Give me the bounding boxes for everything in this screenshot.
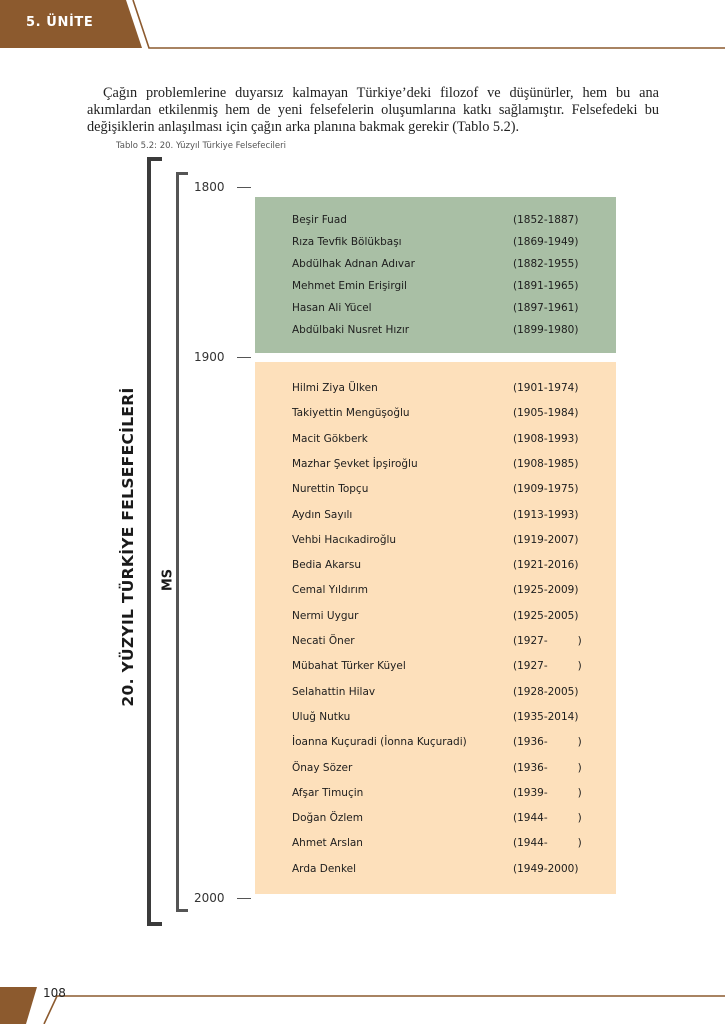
philosopher-name: Macit Gökberk (292, 432, 368, 445)
philosopher-row (255, 711, 616, 731)
philosopher-years: (1935-2014) (513, 710, 579, 723)
philosopher-years: (1949-2000) (513, 862, 579, 875)
era-label: MS (160, 568, 176, 592)
philosopher-row (255, 736, 616, 756)
philosopher-years: (1897-1961) (513, 302, 579, 314)
philosopher-name: Ahmet Arslan (292, 837, 363, 850)
philosopher-years: (1908-1993) (513, 432, 579, 445)
year-label-1900: 1900 (194, 350, 225, 364)
philosopher-row (255, 236, 616, 256)
footer-banner (0, 987, 725, 1024)
philosopher-years: (1908-1985) (513, 457, 579, 470)
philosopher-name: İoanna Kuçuradi (İonna Kuçuradi) (292, 736, 467, 749)
year-label-2000: 2000 (194, 891, 225, 905)
philosopher-years: (1869-1949) (513, 236, 579, 248)
philosopher-years: (1927- ) (513, 635, 582, 647)
philosopher-row (255, 483, 616, 503)
year-tick (237, 187, 251, 188)
philosopher-row (255, 258, 616, 278)
philosopher-name: Selahattin Hilav (292, 685, 376, 698)
philosopher-row (255, 559, 616, 579)
philosopher-years: (1928-2005) (513, 685, 579, 698)
unit-header-banner (0, 0, 725, 50)
philosopher-row (255, 635, 616, 655)
philosopher-row (255, 324, 616, 344)
unit-title: 5. ÜNİTE (26, 15, 94, 30)
philosopher-name: Mehmet Emin Erişirgil (292, 280, 407, 292)
intro-paragraph: Çağın problemlerine duyarsız kalmayan Türkiye’deki filozof ve düşünürler, hem bu ana akımlardan etkilenmiş hem de yeni felsefelerin oluşumlarına katkı sağlamıştır. Felsefedeki bu değişiklerin anlaşılması için çağın arka planına bakmak gerekir (Tablo 5.2). (87, 85, 659, 135)
philosopher-years: (1936- ) (513, 736, 582, 749)
philosopher-name: Aydın Sayılı (292, 508, 353, 521)
philosopher-years: (1944- ) (513, 837, 582, 850)
philosopher-row (255, 382, 616, 402)
philosopher-row (255, 509, 616, 529)
table-caption: Tablo 5.2: 20. Yüzyıl Türkiye Felsefecileri (116, 141, 287, 151)
philosopher-years: (1921-2016) (513, 559, 579, 572)
side-title: 20. YÜZYIL TÜRKİYE FELSEFECİLERİ (119, 387, 137, 707)
philosopher-row (255, 812, 616, 832)
philosopher-name: Necati Öner (292, 635, 355, 647)
philosopher-years: (1936- ) (513, 761, 582, 774)
philosopher-name: Vehbi Hacıkadiroğlu (292, 533, 397, 546)
philosopher-name: Abdülbaki Nusret Hızır (292, 324, 410, 336)
philosopher-row (255, 686, 616, 706)
philosopher-row (255, 610, 616, 630)
philosopher-years: (1925-2005) (513, 609, 579, 622)
philosopher-years: (1939- ) (513, 786, 582, 799)
page-number: 108 (43, 986, 66, 1000)
philosopher-name: Doğan Özlem (292, 812, 363, 825)
philosopher-name: Takiyettin Mengüşoğlu (292, 407, 410, 420)
philosopher-years: (1925-2009) (513, 584, 579, 597)
philosopher-name: Mübahat Türker Küyel (292, 660, 406, 673)
philosopher-name: Beşir Fuad (292, 214, 347, 226)
philosopher-row (255, 534, 616, 554)
philosopher-years: (1919-2007) (513, 533, 579, 546)
philosopher-row (255, 863, 616, 883)
philosopher-name: Nurettin Topçu (292, 483, 369, 496)
year-label-1800: 1800 (194, 180, 225, 194)
philosopher-row (255, 787, 616, 807)
philosopher-name: Önay Sözer (292, 761, 353, 774)
philosopher-row (255, 302, 616, 322)
philosopher-row (255, 660, 616, 680)
philosopher-row (255, 458, 616, 478)
philosopher-row (255, 837, 616, 857)
philosopher-name: Bedia Akarsu (292, 559, 361, 572)
philosopher-name: Afşar Timuçin (292, 786, 364, 799)
philosopher-years: (1944- ) (513, 812, 582, 825)
philosopher-years: (1891-1965) (513, 280, 579, 292)
philosopher-years: (1927- ) (513, 660, 582, 673)
philosophers-1900s-panel (255, 362, 616, 894)
philosopher-years: (1882-1955) (513, 258, 579, 270)
philosopher-name: Rıza Tevfik Bölükbaşı (292, 236, 402, 248)
philosopher-name: Nermi Uygur (292, 609, 359, 622)
philosopher-row (255, 762, 616, 782)
philosopher-years: (1905-1984) (513, 407, 579, 420)
philosopher-years: (1899-1980) (513, 324, 579, 336)
philosopher-years: (1852-1887) (513, 214, 579, 226)
philosopher-name: Arda Denkel (292, 862, 357, 875)
philosopher-name: Abdülhak Adnan Adıvar (292, 258, 415, 270)
philosopher-name: Mazhar Şevket İpşiroğlu (292, 457, 418, 470)
philosophers-1800s-panel (255, 197, 616, 353)
philosopher-name: Cemal Yıldırım (292, 584, 369, 597)
philosopher-row (255, 433, 616, 453)
philosopher-name: Uluğ Nutku (292, 710, 351, 723)
philosopher-years: (1913-1993) (513, 508, 579, 521)
philosopher-row (255, 280, 616, 300)
year-tick (237, 898, 251, 899)
philosopher-years: (1909-1975) (513, 483, 579, 496)
philosopher-row (255, 214, 616, 234)
philosopher-years: (1901-1974) (513, 382, 579, 394)
philosopher-row (255, 584, 616, 604)
philosopher-row (255, 407, 616, 427)
philosopher-name: Hasan Ali Yücel (292, 302, 372, 314)
year-tick (237, 357, 251, 358)
philosopher-name: Hilmi Ziya Ülken (292, 382, 378, 394)
